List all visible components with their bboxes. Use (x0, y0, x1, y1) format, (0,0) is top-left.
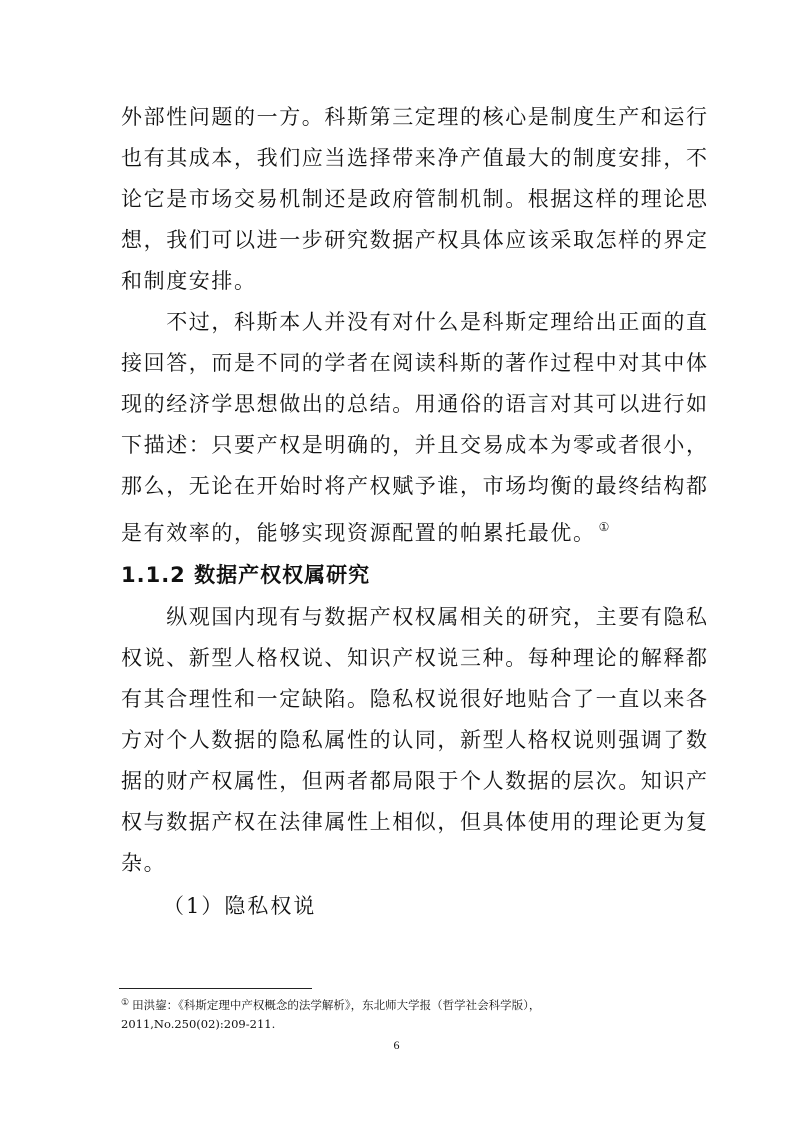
text-line: 现的经济学思想做出的总结。用通俗的语言对其可以进行如 (121, 392, 709, 416)
text-line: 不过，科斯本人并没有对什么是科斯定理给出正面的直 (121, 310, 709, 334)
text-line: 权说、新型人格权说、知识产权说三种。每种理论的解释都 (121, 646, 709, 670)
text-line: 外部性问题的一方。科斯第三定理的核心是制度生产和运行 (121, 105, 709, 129)
text-line: 纵观国内现有与数据产权权属相关的研究，主要有隐私 (121, 605, 709, 629)
text-line: 方对个人数据的隐私属性的认同，新型人格权说则强调了数 (121, 728, 709, 752)
footnote-mark: ① (121, 998, 130, 1008)
page-number: 6 (393, 1038, 400, 1052)
text-line: 想，我们可以进一步研究数据产权具体应该采取怎样的界定 (121, 228, 709, 252)
text-line: 接回答，而是不同的学者在阅读科斯的著作过程中对其中体 (121, 351, 709, 375)
paragraph-3 (121, 597, 709, 884)
text-line: 和制度安排。 (121, 269, 257, 293)
paragraph-2 (121, 302, 709, 548)
text-line: 那么，无论在开始时将产权赋予谁，市场均衡的最终结构都 (121, 474, 709, 498)
footnote-text: 田洪鋆：《科斯定理中产权概念的法学解析》，东北师大学报（哲学社会科学版）， (132, 998, 541, 1012)
section-heading: 1.1.2 数据产权权属研究 (121, 563, 371, 587)
footnote (121, 994, 681, 1034)
text-line: 论它是市场交易机制还是政府管制机制。根据这样的理论思 (121, 187, 709, 211)
text-line: 也有其成本，我们应当选择带来净产值最大的制度安排，不 (121, 146, 709, 170)
text-line: 杂。 (121, 851, 167, 875)
footnote-line: 2011,No.250(02):209-211. (121, 1017, 276, 1031)
footnote-line (121, 994, 681, 1015)
text-line: 权与数据产权在法律属性上相似，但具体使用的理论更为复 (121, 810, 709, 834)
text-line-with-footnote (121, 507, 674, 548)
footnote-divider (119, 988, 312, 989)
text-line: 是有效率的，能够实现资源配置的帕累托最优。 (121, 521, 596, 545)
text-line: 据的财产权属性，但两者都局限于个人数据的层次。知识产 (121, 769, 709, 793)
footnote-reference[interactable]: ① (598, 520, 610, 534)
subheading: （1）隐私权说 (163, 894, 317, 918)
text-line: 有其合理性和一定缺陷。隐私权说很好地贴合了一直以来各 (121, 687, 709, 711)
text-line: 下描述：只要产权是明确的，并且交易成本为零或者很小， (121, 433, 709, 457)
paragraph-1 (121, 97, 709, 302)
